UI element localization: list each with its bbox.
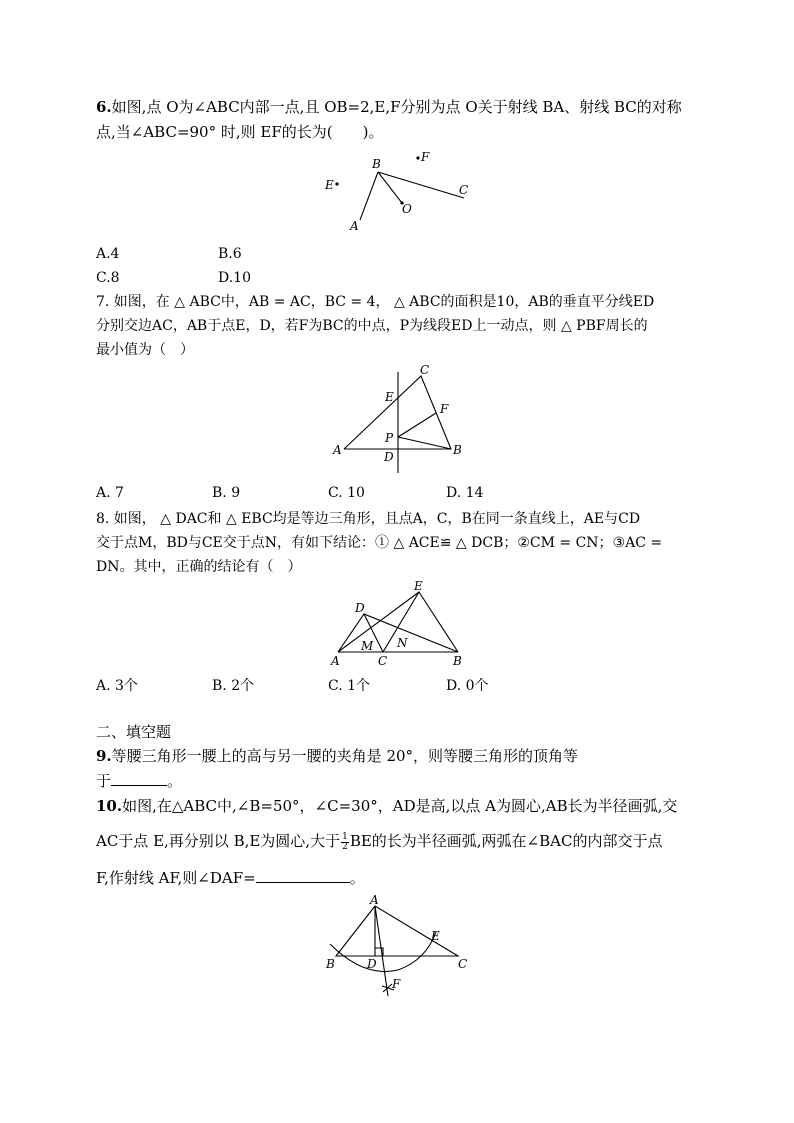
q7-line-1: 7. 如图，在 △ ABC中，AB = AC，BC = 4， △ ABC的面积是10，AB的垂直平分线ED xyxy=(96,294,655,310)
q7-label-p: P xyxy=(385,431,394,445)
q9-text-2-end: 。 xyxy=(167,772,183,790)
q8-option-a[interactable]: A. 3个 xyxy=(96,678,138,694)
q6-label-c: C xyxy=(459,183,469,197)
q10-text-2a: AC于点 E,再分别以 B,E为圆心,大于 xyxy=(96,832,341,850)
q7-label-e: E xyxy=(385,390,394,404)
q6-option-d[interactable]: D.10 xyxy=(218,270,251,286)
q10-label-d: D xyxy=(367,957,377,971)
q6-line-2: 点,当∠ABC=90° 时,则 EF的长为( )。 xyxy=(96,123,384,141)
q10-label-a: A xyxy=(370,893,379,907)
q8-label-c: C xyxy=(378,654,388,668)
q6-label-o: O xyxy=(402,202,412,216)
q6-option-a[interactable]: A.4 xyxy=(96,246,120,262)
q10-ray-af xyxy=(375,906,388,996)
section-title-fill-in: 二、填空题 xyxy=(96,723,172,741)
q8-line-2: 交于点M，BD与CE交于点N，有如下结论：① △ ACE≌ △ DCB；②CM = CN；③AC = xyxy=(96,535,663,551)
q7-line-2: 分别交边AC，AB于点E，D，若F为BC的中点，P为线段ED上一动点，则 △ PBF周长的 xyxy=(96,318,648,334)
q8-line-3: DN。其中，正确的结论有（ ） xyxy=(96,559,302,575)
q10-label-b: B xyxy=(326,957,335,971)
q7-label-d: D xyxy=(384,450,394,464)
q7-label-c: C xyxy=(420,363,430,377)
q8-label-e: E xyxy=(414,579,423,593)
q9-number: 9. xyxy=(96,747,112,765)
q10-text-3: F,作射线 AF,则∠DAF= xyxy=(96,869,256,887)
q10-label-c: C xyxy=(458,957,468,971)
q7-option-b[interactable]: B. 9 xyxy=(212,485,241,501)
q7-label-b: B xyxy=(453,443,462,457)
q9-text-1: 等腰三角形一腰上的高与另一腰的夹角是 20°，则等腰三角形的顶角等 xyxy=(111,747,579,765)
q8-label-m: M xyxy=(361,639,374,653)
q8-line-1: 8. 如图， △ DAC和 △ EBC均是等边三角形，且点A，C，B在同一条直线上，AE与CD xyxy=(96,511,641,527)
q8-option-d[interactable]: D. 0个 xyxy=(446,678,489,694)
q10-text-2b: BE的长为半径画弧,两弧在∠BAC的内部交于点 xyxy=(349,832,663,850)
q6-option-c[interactable]: C.8 xyxy=(96,270,120,286)
q8-label-b: B xyxy=(453,654,462,668)
q7-label-a: A xyxy=(333,443,342,457)
q8-option-b[interactable]: B. 2个 xyxy=(212,678,255,694)
q7-option-a[interactable]: A. 7 xyxy=(96,485,124,501)
q6-label-f: F xyxy=(421,150,430,164)
q8-option-c[interactable]: C. 1个 xyxy=(328,678,371,694)
q9-text-2: 于 xyxy=(96,772,112,790)
q6-text-1: 如图,点 O为∠ABC内部一点,且 OB=2,E,F分别为点 O关于射线 BA、射线 BC的对称 xyxy=(111,98,682,116)
q7-label-f: F xyxy=(440,402,449,416)
q10-text-3-end: 。 xyxy=(349,869,365,887)
q6-label-e: E xyxy=(325,178,334,192)
q10-frac-numerator: 1 xyxy=(342,831,348,842)
q10-frac-denominator: 2 xyxy=(342,841,348,852)
q10-number: 10. xyxy=(96,797,123,815)
q10-label-e: E xyxy=(431,929,440,943)
q6-option-b[interactable]: B.6 xyxy=(218,246,242,262)
q8-label-d: D xyxy=(355,601,365,615)
q6-number: 6. xyxy=(96,98,112,116)
q8-label-a: A xyxy=(331,654,340,668)
q7-option-d[interactable]: D. 14 xyxy=(446,485,484,501)
q10-label-f: F xyxy=(392,977,401,991)
q7-option-c[interactable]: C. 10 xyxy=(328,485,365,501)
q10-text-1: 如图,在△ABC中,∠B=50°，∠C=30°，AD是高,以点 A为圆心,AB长为半径画弧,交 xyxy=(122,797,678,815)
q6-label-b: B xyxy=(372,157,381,171)
q6-label-a: A xyxy=(350,219,359,233)
q7-line-3: 最小值为（ ） xyxy=(96,342,194,358)
q8-label-n: N xyxy=(397,636,408,650)
